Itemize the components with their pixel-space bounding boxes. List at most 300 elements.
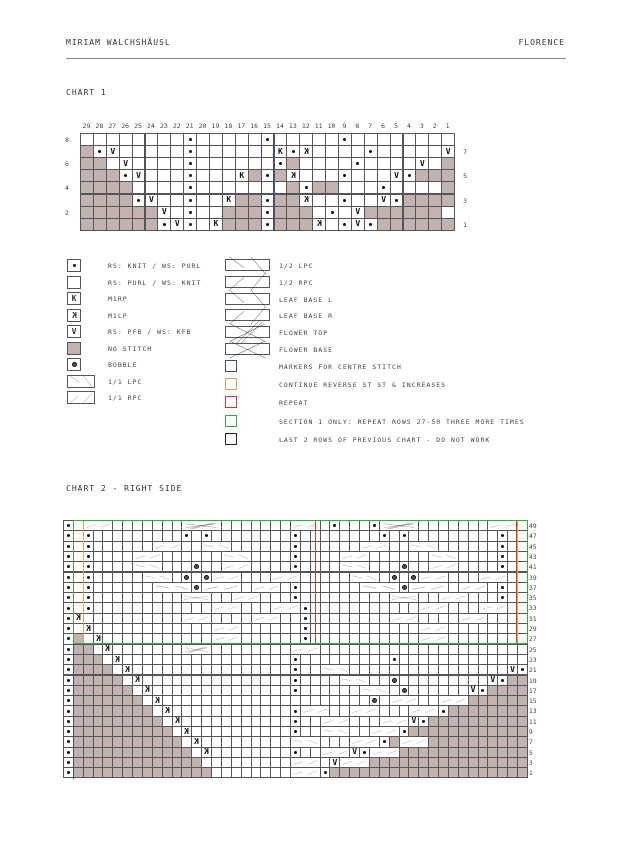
- column-number: 15: [263, 122, 271, 130]
- knit-dot-icon: [67, 524, 70, 527]
- bobble-icon: [194, 564, 199, 569]
- bobble-icon: [72, 362, 77, 367]
- chart1-cell: [274, 218, 288, 231]
- legend-label: RS: KNIT / WS: PURL: [108, 262, 202, 270]
- legend-symbol-shade: [67, 342, 81, 355]
- row-number: 8: [65, 136, 69, 144]
- row-number: 13: [528, 707, 537, 716]
- m1lp-icon: K: [115, 654, 121, 664]
- legend-symbol-blank: [67, 276, 81, 289]
- pfb-icon: V: [161, 207, 167, 217]
- knit-dot-icon: [294, 596, 297, 599]
- chart1-cell: [312, 218, 326, 231]
- column-number: 11: [314, 122, 323, 130]
- column-number: 8: [355, 122, 360, 130]
- column-number: 28: [95, 122, 104, 130]
- cable-rpc-icon: [339, 757, 370, 768]
- legend-symbol-K: [67, 292, 81, 305]
- knit-dot-icon: [87, 596, 90, 599]
- m1lp-icon: K: [135, 675, 140, 685]
- bobble-icon: [402, 564, 407, 569]
- m1lp-icon: K: [154, 695, 160, 705]
- knit-dot-icon: [124, 174, 127, 177]
- row-number: 3: [528, 758, 533, 767]
- m1lp-icon: K: [164, 706, 170, 716]
- knit-dot-icon: [189, 174, 192, 177]
- chart1-title: CHART 1: [66, 88, 107, 97]
- legend-label: 1/1 LPC: [108, 377, 143, 386]
- bobble-icon: [184, 575, 189, 580]
- row-number: 27: [528, 635, 537, 644]
- chart1-cell: [209, 218, 223, 231]
- knit-dot-icon: [279, 162, 282, 165]
- row-number: 45: [528, 542, 537, 551]
- knit-dot-icon: [501, 679, 504, 682]
- chart1-cell: [170, 218, 184, 231]
- bobble-icon: [204, 575, 209, 580]
- chart1-cell: [364, 218, 378, 231]
- knit-dot-icon: [294, 710, 297, 713]
- knit-dot-icon: [185, 534, 188, 537]
- chart1-cell: [428, 218, 442, 231]
- column-number: 14: [276, 122, 284, 130]
- chart1-cell: [441, 218, 455, 231]
- bobble-icon: [411, 575, 416, 580]
- legend-label: LEAF BASE L: [279, 295, 334, 304]
- knit-dot-icon: [67, 710, 70, 713]
- chart1-cell: [261, 218, 275, 231]
- cable-lpc-icon: [359, 685, 390, 696]
- knit-dot-icon: [67, 607, 70, 610]
- knit-dot-icon: [343, 223, 346, 226]
- knit-dot-icon: [67, 720, 70, 723]
- chart1-cell: [248, 218, 262, 231]
- cable-rpc-icon: [211, 602, 242, 613]
- cable-rpc-icon: [290, 520, 321, 531]
- knit-dot-icon: [363, 751, 366, 754]
- chart2-cell: [517, 767, 528, 778]
- column-number: 2: [432, 122, 437, 130]
- legend-label: 1/1 RPC: [108, 394, 143, 402]
- knit-dot-icon: [67, 576, 70, 579]
- knit-dot-icon: [205, 534, 208, 537]
- m1lp-icon: K: [75, 613, 81, 623]
- knit-dot-icon: [87, 555, 90, 558]
- knit-dot-icon: [294, 658, 297, 661]
- knit-dot-icon: [294, 679, 297, 682]
- column-number: 26: [121, 122, 130, 130]
- m1lp-icon: K: [105, 644, 111, 654]
- cable-lpc-icon: [320, 726, 351, 737]
- pfb-icon: V: [355, 219, 361, 229]
- chart1-cell: [390, 218, 404, 231]
- legend-label: LEAF BASE R: [279, 312, 334, 321]
- knit-dot-icon: [294, 689, 297, 692]
- column-number: 17: [237, 122, 246, 130]
- knit-dot-icon: [87, 607, 90, 610]
- knit-dot-icon: [67, 534, 70, 537]
- bobble-icon: [392, 678, 397, 683]
- chart1-cell: [235, 218, 249, 231]
- m1rp-icon: K: [239, 170, 245, 180]
- knit-dot-icon: [369, 223, 372, 226]
- chart1-cell: [119, 218, 133, 231]
- row-number: 29: [528, 625, 537, 633]
- knit-dot-icon: [98, 150, 101, 153]
- row-number: 7: [528, 738, 533, 747]
- row-number: 1: [463, 220, 468, 229]
- knit-dot-icon: [305, 186, 308, 189]
- pfb-icon: V: [136, 170, 141, 180]
- cable-rpc-icon: [389, 613, 420, 624]
- knit-dot-icon: [343, 199, 346, 202]
- bobble-icon: [392, 575, 397, 580]
- knit-dot-icon: [73, 264, 76, 267]
- chart1-cell: [132, 218, 146, 231]
- row-number: 6: [65, 160, 69, 169]
- knit-dot-icon: [67, 555, 70, 558]
- column-number: 16: [250, 122, 259, 130]
- m1rp-icon: K: [226, 195, 232, 205]
- legend-frame-icon: [225, 415, 237, 427]
- row-number: 25: [528, 645, 537, 654]
- knit-dot-icon: [67, 668, 70, 671]
- knit-dot-icon: [294, 565, 297, 568]
- knit-dot-icon: [67, 637, 70, 640]
- knit-dot-icon: [395, 199, 398, 202]
- column-number: 12: [301, 122, 310, 130]
- row-number: 41: [528, 563, 537, 572]
- pfb-icon: V: [71, 327, 77, 336]
- legend-frame-icon: [225, 360, 237, 372]
- legend-symbol-fbase: [225, 343, 270, 355]
- knit-dot-icon: [67, 730, 70, 733]
- row-number: 5: [528, 748, 533, 757]
- m1lp-icon: K: [194, 736, 200, 746]
- chart2-title: CHART 2 - RIGHT SIDE: [66, 484, 183, 493]
- column-number: 4: [406, 122, 411, 130]
- row-number: 37: [528, 583, 537, 592]
- knit-dot-icon: [294, 720, 297, 723]
- knit-dot-icon: [67, 648, 70, 651]
- column-number: 29: [82, 122, 91, 130]
- legend-label: RS: PURL / WS: KNIT: [108, 278, 202, 287]
- knit-dot-icon: [266, 174, 269, 177]
- row-number: 43: [528, 552, 537, 561]
- knit-dot-icon: [369, 150, 372, 153]
- column-number: 13: [288, 122, 297, 130]
- row-number: 7: [463, 148, 468, 157]
- cable-lpc-icon: [290, 736, 321, 747]
- chart1-cell: [145, 218, 159, 231]
- pfb-icon: V: [445, 146, 451, 156]
- cable-rpc-icon: [290, 644, 321, 655]
- row-number: 5: [463, 172, 468, 181]
- knit-dot-icon: [481, 689, 484, 692]
- pfb-icon: V: [174, 219, 180, 229]
- m1rp-icon: K: [278, 146, 283, 156]
- cable-rpc-icon: [418, 602, 449, 613]
- knit-dot-icon: [67, 545, 70, 548]
- legend-symbol-M: [67, 309, 81, 322]
- row-number: 35: [528, 594, 537, 603]
- knit-dot-icon: [266, 223, 269, 226]
- legend-symbol-dot: [67, 259, 81, 272]
- column-number: 5: [394, 122, 398, 130]
- cable-ftop-icon: [181, 520, 221, 531]
- knit-dot-icon: [304, 617, 307, 620]
- cable-rpc-icon: [181, 613, 212, 624]
- column-number: 19: [211, 122, 220, 130]
- chart1-cell: [80, 218, 94, 231]
- knit-dot-icon: [189, 223, 192, 226]
- knit-dot-icon: [442, 710, 445, 713]
- row-number: 33: [528, 604, 537, 613]
- knit-dot-icon: [294, 751, 297, 754]
- knit-dot-icon: [294, 668, 297, 671]
- m1lp-icon: K: [290, 170, 296, 180]
- knit-dot-icon: [501, 545, 504, 548]
- chart1-cell: [403, 218, 417, 231]
- m1rp-icon: K: [71, 294, 77, 303]
- chart1-cell: [377, 218, 391, 231]
- knit-dot-icon: [333, 524, 336, 527]
- column-number: 7: [368, 122, 373, 130]
- knit-dot-icon: [67, 596, 70, 599]
- knit-dot-icon: [189, 150, 192, 153]
- cable-rpc-icon: [458, 613, 489, 624]
- cable-rpc-icon: [399, 736, 430, 747]
- knit-dot-icon: [331, 211, 334, 214]
- knit-dot-icon: [343, 138, 346, 141]
- cable-rpc-icon: [487, 520, 518, 531]
- knit-dot-icon: [304, 627, 307, 630]
- chart1-cell: [415, 218, 429, 231]
- row-number: 23: [528, 655, 537, 664]
- knit-dot-icon: [294, 555, 297, 558]
- knit-dot-icon: [87, 586, 90, 589]
- m1lp-icon: K: [184, 726, 190, 736]
- pfb-icon: V: [381, 195, 387, 205]
- chart1-cell: [157, 218, 171, 231]
- m1lp-icon: K: [204, 747, 210, 757]
- knit-dot-icon: [67, 699, 70, 702]
- chart1-cell: [286, 218, 300, 231]
- knit-dot-icon: [67, 658, 70, 661]
- column-number: 9: [342, 122, 347, 130]
- knit-dot-icon: [67, 751, 70, 754]
- knit-dot-icon: [324, 771, 327, 774]
- legend-label: RS: PFB / WS: KFB: [108, 328, 192, 336]
- chart1-cell: [93, 218, 107, 231]
- cable-rpc-icon: [438, 695, 469, 706]
- knit-dot-icon: [343, 174, 346, 177]
- row-number: 19: [528, 676, 537, 685]
- cable-rpc-icon: [408, 705, 439, 716]
- knit-dot-icon: [87, 534, 90, 537]
- legend-label: REPEAT: [279, 399, 309, 408]
- pfb-icon: V: [470, 685, 476, 695]
- cable-rpc-icon: [349, 705, 380, 716]
- knit-dot-icon: [266, 211, 269, 214]
- legend-frame-icon: [225, 378, 237, 390]
- knit-dot-icon: [294, 545, 297, 548]
- knit-dot-icon: [67, 617, 70, 620]
- pfb-icon: V: [419, 158, 425, 168]
- m1lp-icon: K: [303, 195, 309, 205]
- m1lp-icon: K: [174, 716, 180, 726]
- chart1-cell: [183, 218, 197, 231]
- knit-dot-icon: [304, 607, 307, 610]
- row-number: 39: [528, 573, 537, 582]
- row-number: 17: [528, 686, 537, 695]
- bobble-icon: [402, 585, 407, 590]
- knit-dot-icon: [521, 668, 524, 671]
- legend-label: M1LP: [108, 311, 128, 320]
- knit-dot-icon: [304, 637, 307, 640]
- knit-dot-icon: [294, 586, 297, 589]
- knit-dot-icon: [292, 150, 295, 153]
- header-author: MIRIAM WALCHSHÄUSL: [66, 38, 171, 47]
- knit-dot-icon: [266, 138, 269, 141]
- knit-dot-icon: [501, 565, 504, 568]
- row-number: 21: [528, 666, 537, 675]
- knit-dot-icon: [67, 761, 70, 764]
- knit-dot-icon: [67, 689, 70, 692]
- knit-dot-icon: [137, 199, 140, 202]
- knit-dot-icon: [189, 186, 192, 189]
- row-number: 47: [528, 532, 537, 541]
- knit-dot-icon: [403, 730, 406, 733]
- bobble-icon: [402, 688, 407, 693]
- m1lp-icon: K: [85, 623, 91, 633]
- cable-fbase-icon: [389, 592, 420, 603]
- header-pattern: FLORENCE: [518, 38, 565, 47]
- pfb-icon: V: [510, 664, 515, 674]
- cable-fbase-icon: [181, 592, 212, 603]
- column-number: 25: [134, 122, 142, 130]
- knit-dot-icon: [294, 534, 297, 537]
- row-number: 2: [65, 208, 69, 217]
- row-number: 49: [528, 522, 537, 530]
- pfb-icon: V: [352, 747, 358, 757]
- pfb-icon: V: [123, 158, 129, 168]
- legend-label: FLOWER BASE: [279, 346, 334, 354]
- legend-label: FLOWER TOP: [279, 329, 329, 338]
- column-number: 22: [172, 122, 181, 130]
- bobble-icon: [372, 698, 377, 703]
- legend-label: 1/2 RPC: [279, 278, 314, 287]
- cable-rpc-icon: [369, 747, 400, 758]
- chart1-cell: [222, 218, 236, 231]
- row-number: 1: [528, 769, 533, 778]
- knit-dot-icon: [189, 199, 192, 202]
- legend-symbol-V: [67, 325, 81, 338]
- cable-rpc-icon: [211, 633, 242, 644]
- knit-dot-icon: [501, 534, 504, 537]
- cable-rpc-icon: [418, 633, 449, 644]
- column-number: 6: [381, 122, 386, 130]
- knit-dot-icon: [189, 138, 192, 141]
- column-number: 18: [224, 122, 233, 130]
- column-number: 27: [108, 122, 117, 130]
- chart1-cell: [325, 218, 339, 231]
- row-number: 4: [65, 184, 69, 193]
- column-number: 20: [198, 122, 207, 130]
- knit-dot-icon: [373, 524, 376, 527]
- pfb-icon: V: [411, 716, 417, 726]
- knit-dot-icon: [67, 771, 70, 774]
- m1lp-icon: K: [303, 146, 309, 156]
- m1lp-icon: K: [144, 685, 150, 695]
- column-number: 3: [419, 122, 424, 130]
- knit-dot-icon: [67, 627, 70, 630]
- chart1-cell: [196, 218, 210, 231]
- knit-dot-icon: [501, 596, 504, 599]
- knit-dot-icon: [356, 162, 359, 165]
- column-number: 1: [445, 122, 450, 130]
- knit-dot-icon: [383, 534, 386, 537]
- knit-dot-icon: [87, 576, 90, 579]
- row-number: 9: [528, 728, 533, 736]
- row-number: 31: [528, 614, 537, 623]
- cable-rpc-icon: [83, 520, 114, 531]
- legend-label: CONTINUE REVERSE ST ST & INCREASES: [279, 381, 447, 390]
- column-number: 24: [147, 122, 155, 130]
- knit-dot-icon: [67, 586, 70, 589]
- knit-dot-icon: [266, 199, 269, 202]
- row-number: 3: [463, 196, 468, 205]
- cable-rpc-icon: [251, 613, 282, 624]
- chart1-cell: [351, 218, 365, 231]
- bobble-icon: [194, 585, 199, 590]
- legend-symbol-rpc11: [67, 391, 95, 404]
- legend-label: LAST 2 ROWS OF PREVIOUS CHART - DO NOT WORK: [279, 436, 491, 444]
- knit-dot-icon: [501, 555, 504, 558]
- knit-dot-icon: [382, 186, 385, 189]
- knit-dot-icon: [189, 211, 192, 214]
- legend-label: MARKERS FOR CENTRE STITCH: [279, 362, 402, 371]
- legend-frame-icon: [225, 396, 237, 408]
- chart1-cell: [106, 218, 120, 231]
- pfb-icon: V: [490, 675, 496, 685]
- knit-dot-icon: [87, 545, 90, 548]
- knit-dot-icon: [67, 679, 70, 682]
- column-number: 23: [159, 122, 168, 130]
- pfb-icon: V: [110, 146, 116, 156]
- row-number: 11: [528, 717, 537, 726]
- m1lp-icon: K: [95, 633, 101, 643]
- legend-label: 1/2 LPC: [279, 262, 314, 270]
- header-rule: [66, 58, 566, 59]
- knit-dot-icon: [87, 565, 90, 568]
- row-number: 15: [528, 697, 537, 706]
- pfb-icon: V: [394, 170, 399, 180]
- knit-dot-icon: [501, 586, 504, 589]
- pfb-icon: V: [332, 757, 338, 767]
- knit-dot-icon: [403, 534, 406, 537]
- legend-frame-icon: [225, 433, 237, 445]
- legend-label: M1RP: [108, 295, 128, 303]
- cable-ftop-icon: [379, 520, 419, 531]
- m1lp-icon: K: [71, 310, 77, 320]
- chart1-cell: [338, 218, 352, 231]
- pfb-icon: V: [149, 195, 154, 205]
- knit-dot-icon: [393, 658, 396, 661]
- column-number: 10: [327, 122, 336, 130]
- knit-dot-icon: [189, 162, 192, 165]
- m1rp-icon: K: [213, 219, 219, 229]
